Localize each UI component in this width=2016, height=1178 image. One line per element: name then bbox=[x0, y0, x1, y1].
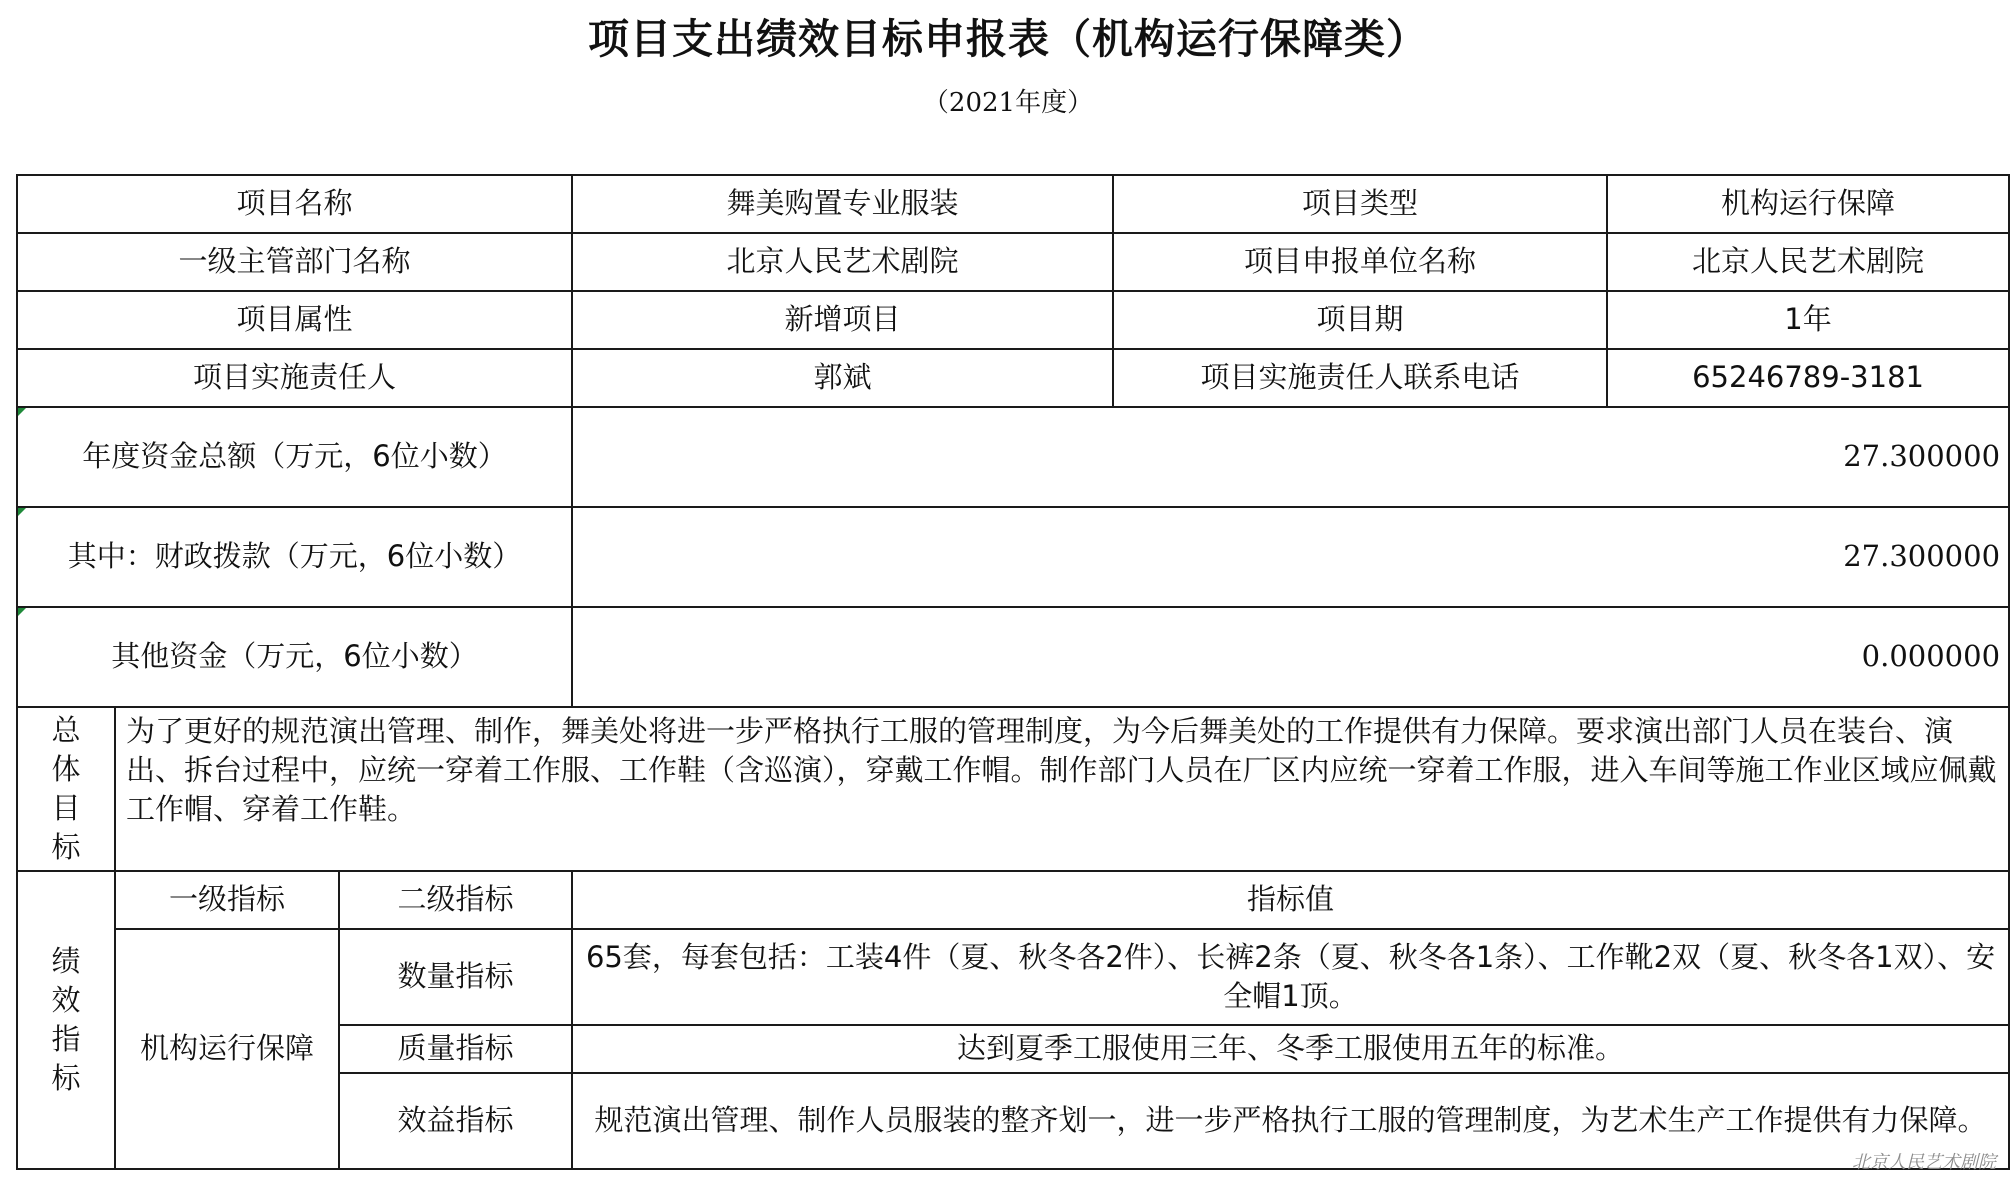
total-funds-label: 年度资金总额（万元，6位小数） bbox=[17, 407, 572, 507]
goal-label-char: 目 bbox=[51, 791, 81, 825]
quantity-indicator-value: 65套，每套包括：工装4件（夏、秋冬各2件）、长裤2条（夏、秋冬各1条）、工作靴2双（夏、秋冬各1双）、安全帽1顶。 bbox=[572, 929, 2009, 1025]
project-name-value: 舞美购置专业服装 bbox=[572, 175, 1113, 233]
manager-label: 项目实施责任人 bbox=[17, 349, 572, 407]
page-title: 项目支出绩效目标申报表（机构运行保障类） bbox=[588, 15, 1428, 63]
fiscal-funds-value: 27.300000 bbox=[572, 507, 2009, 607]
period-value: 1年 bbox=[1607, 291, 2009, 349]
page-subtitle-year: （2021年度） bbox=[922, 88, 1094, 118]
row-project-name bbox=[17, 175, 2009, 233]
row-total-funds bbox=[17, 407, 2009, 507]
project-type-value: 机构运行保障 bbox=[1607, 175, 2009, 233]
goal-label-char: 总 bbox=[51, 712, 81, 747]
row-overall-goal bbox=[17, 707, 2009, 871]
project-name-label: 项目名称 bbox=[17, 175, 572, 233]
quality-indicator-name: 质量指标 bbox=[339, 1025, 572, 1073]
attr-value: 新增项目 bbox=[572, 291, 1113, 349]
indicators-label bbox=[17, 871, 115, 1169]
goal-label-char: 体 bbox=[51, 751, 81, 786]
row-quantity-indicator bbox=[17, 929, 2009, 1025]
total-funds-value: 27.300000 bbox=[572, 407, 2009, 507]
quality-indicator-value: 达到夏季工服使用三年、冬季工服使用五年的标准。 bbox=[572, 1025, 2009, 1073]
period-label: 项目期 bbox=[1113, 291, 1607, 349]
value-header: 指标值 bbox=[572, 871, 2009, 929]
level2-header: 二级指标 bbox=[339, 871, 572, 929]
indicators-label-char: 绩 bbox=[51, 943, 81, 978]
unit-label: 项目申报单位名称 bbox=[1113, 233, 1607, 291]
goal-label-char: 标 bbox=[51, 830, 81, 865]
benefit-indicator-value: 规范演出管理、制作人员服装的整齐划一，进一步严格执行工服的管理制度，为艺术生产工作提供有力保障。 bbox=[572, 1073, 2009, 1169]
indicators-label-char: 标 bbox=[51, 1061, 81, 1096]
performance-form-table bbox=[16, 174, 2010, 1170]
indicators-label-char: 效 bbox=[51, 982, 81, 1017]
level1-value: 机构运行保障 bbox=[115, 929, 339, 1169]
other-funds-value: 0.000000 bbox=[572, 607, 2009, 707]
watermark-text: 北京人民艺术剧院 bbox=[1852, 1152, 1996, 1173]
unit-value: 北京人民艺术剧院 bbox=[1607, 233, 2009, 291]
overall-goal-label bbox=[17, 707, 115, 871]
attr-label: 项目属性 bbox=[17, 291, 572, 349]
row-manager bbox=[17, 349, 2009, 407]
indicators-label-char: 指 bbox=[51, 1022, 81, 1056]
overall-goal-text: 为了更好的规范演出管理、制作，舞美处将进一步严格执行工服的管理制度，为今后舞美处的工作提供有力保障。要求演出部门人员在装台、演出、拆台过程中，应统一穿着工作服、工作鞋（含巡演），穿戴工作帽。制作部门人员在厂区内应统一穿着工作服，进入车间等施工作业区域应佩戴工作帽、穿着工作鞋。 bbox=[115, 707, 2009, 871]
phone-value: 65246789-3181 bbox=[1607, 349, 2009, 407]
dept-value: 北京人民艺术剧院 bbox=[572, 233, 1113, 291]
row-indicator-header bbox=[17, 871, 2009, 929]
phone-label: 项目实施责任人联系电话 bbox=[1113, 349, 1607, 407]
quantity-indicator-name: 数量指标 bbox=[339, 929, 572, 1025]
row-fiscal-funds bbox=[17, 507, 2009, 607]
level1-header: 一级指标 bbox=[115, 871, 339, 929]
dept-label: 一级主管部门名称 bbox=[17, 233, 572, 291]
project-type-label: 项目类型 bbox=[1113, 175, 1607, 233]
other-funds-label: 其他资金（万元，6位小数） bbox=[17, 607, 572, 707]
row-attribute bbox=[17, 291, 2009, 349]
manager-value: 郭斌 bbox=[572, 349, 1113, 407]
fiscal-funds-label: 其中：财政拨款（万元，6位小数） bbox=[17, 507, 572, 607]
row-department bbox=[17, 233, 2009, 291]
benefit-indicator-name: 效益指标 bbox=[339, 1073, 572, 1169]
row-other-funds bbox=[17, 607, 2009, 707]
